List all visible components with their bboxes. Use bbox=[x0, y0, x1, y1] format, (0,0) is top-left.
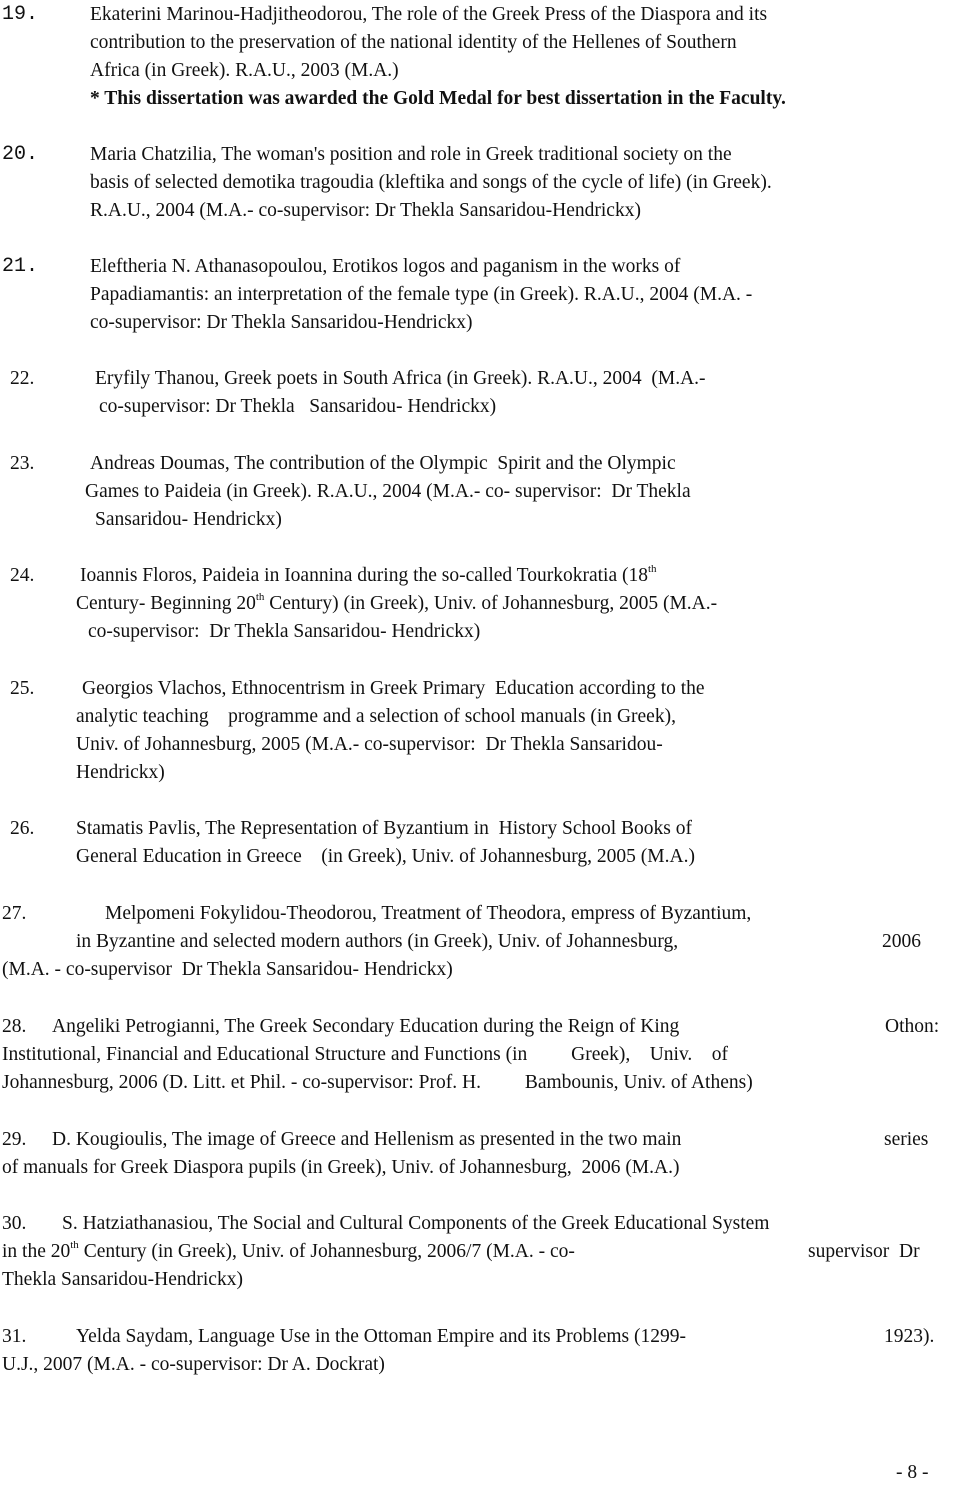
entry-text-segment: Century (in Greek), Univ. of Johannesburg, 2006/7 (M.A. - co- bbox=[83, 1241, 575, 1262]
entry-text-line: U.J., 2007 (M.A. - co-supervisor: Dr A. Dockrat) bbox=[2, 1354, 385, 1375]
entry-text-line: D. Kougioulis, The image of Greece and Hellenism as presented in the two main bbox=[52, 1129, 682, 1150]
entry-text-line: in Byzantine and selected modern authors (in Greek), Univ. of Johannesburg, bbox=[76, 931, 679, 952]
entry-number: 21. bbox=[2, 255, 39, 278]
entry-number: 20. bbox=[2, 143, 39, 166]
award-note: * This dissertation was awarded the Gold Medal for best dissertation in the Faculty. bbox=[90, 88, 786, 109]
entry-number: 19. bbox=[2, 3, 39, 26]
entry-text-segment: 2006 bbox=[882, 931, 921, 952]
entry-text-segment: Othon: bbox=[885, 1016, 940, 1037]
entry-text-segment: Century) (in Greek), Univ. of Johannesburg, 2005 (M.A.- bbox=[269, 593, 718, 614]
entry-text-line: Angeliki Petrogianni, The Greek Secondary Education during the Reign of King bbox=[52, 1016, 680, 1037]
entry-text-line: co-supervisor: Dr Thekla Sansaridou- Hendrickx) bbox=[88, 621, 481, 642]
superscript-th: th bbox=[70, 1238, 79, 1251]
entry-text-line: analytic teaching programme and a selection of school manuals (in Greek), bbox=[76, 706, 676, 727]
entry-text-line: Institutional, Financial and Educational Structure and Functions (in Greek), Univ. of bbox=[2, 1044, 729, 1065]
entry-text-line: Yelda Saydam, Language Use in the Ottoman Empire and its Problems (1299- bbox=[76, 1326, 686, 1347]
entry-text-line: (M.A. - co-supervisor Dr Thekla Sansaridou- Hendrickx) bbox=[2, 959, 453, 980]
page-number: - 8 - bbox=[896, 1462, 929, 1483]
entry-text-line bbox=[76, 592, 717, 616]
entry-number: 22. bbox=[10, 368, 35, 389]
entry-number: 28. bbox=[2, 1016, 27, 1037]
entry-text-line: Melpomeni Fokylidou-Theodorou, Treatment of Theodora, empress of Byzantium, bbox=[105, 903, 752, 924]
entry-number: 27. bbox=[2, 903, 27, 924]
entry-text-line: Stamatis Pavlis, The Representation of Byzantium in History School Books of bbox=[76, 818, 693, 839]
entry-text-line: basis of selected demotika tragoudia (kleftika and songs of the cycle of life) (in Greek). bbox=[90, 172, 772, 193]
entry-text-line: Maria Chatzilia, The woman's position and role in Greek traditional society on the bbox=[90, 144, 732, 165]
superscript-th: th bbox=[647, 562, 657, 575]
entry-text-line: co-supervisor: Dr Thekla Sansaridou-Hendrickx) bbox=[90, 312, 473, 333]
entry-number: 30. bbox=[2, 1213, 27, 1234]
entry-text-segment: Ioannis Floros, Paideia in Ioannina during the so-called Tourkokratia (18 bbox=[80, 565, 648, 586]
entry-text-line: General Education in Greece (in Greek), Univ. of Johannesburg, 2005 (M.A.) bbox=[76, 846, 695, 867]
entry-text-line: Eleftheria N. Athanasopoulou, Erotikos logos and paganism in the works of bbox=[90, 256, 681, 277]
entry-text-line: Georgios Vlachos, Ethnocentrism in Greek Primary Education according to the bbox=[82, 678, 705, 699]
entry-text-line bbox=[2, 1240, 575, 1264]
entry-text-segment: Century- Beginning 20 bbox=[76, 593, 256, 614]
superscript-th: th bbox=[255, 590, 265, 603]
entry-text-line: S. Hatziathanasiou, The Social and Cultural Components of the Greek Educational System bbox=[62, 1213, 770, 1234]
entry-text-line: co-supervisor: Dr Thekla Sansaridou- Hendrickx) bbox=[99, 396, 497, 417]
entry-text-line: Andreas Doumas, The contribution of the Olympic Spirit and the Olympic bbox=[90, 453, 676, 474]
entry-text-line: Africa (in Greek). R.A.U., 2003 (M.A.) bbox=[90, 60, 399, 81]
entry-number: 29. bbox=[2, 1129, 27, 1150]
entry-text-line: Thekla Sansaridou-Hendrickx) bbox=[2, 1269, 243, 1290]
entry-text-segment: in the 20 bbox=[2, 1241, 71, 1262]
entry-text-line: Eryfily Thanou, Greek poets in South Africa (in Greek). R.A.U., 2004 (M.A.- bbox=[95, 368, 706, 389]
entry-number: 31. bbox=[2, 1326, 27, 1347]
entry-number: 23. bbox=[10, 453, 35, 474]
entry-text-line bbox=[80, 564, 657, 588]
entry-text-line: Games to Paideia (in Greek). R.A.U., 2004 (M.A.- co- supervisor: Dr Thekla bbox=[85, 481, 691, 502]
entry-text-line: Ekaterini Marinou-Hadjitheodorou, The role of the Greek Press of the Diaspora and its bbox=[90, 4, 768, 25]
entry-text-line: Papadiamantis: an interpretation of the female type (in Greek). R.A.U., 2004 (M.A. - bbox=[90, 284, 753, 305]
entry-text-line: R.A.U., 2004 (M.A.- co-supervisor: Dr Thekla Sansaridou-Hendrickx) bbox=[90, 200, 641, 221]
entry-text-segment: 1923). bbox=[884, 1326, 935, 1347]
entry-text-line: of manuals for Greek Diaspora pupils (in Greek), Univ. of Johannesburg, 2006 (M.A.) bbox=[2, 1157, 680, 1178]
entry-number: 24. bbox=[10, 565, 35, 586]
entry-text-line: Univ. of Johannesburg, 2005 (M.A.- co-supervisor: Dr Thekla Sansaridou- bbox=[76, 734, 663, 755]
entry-text-segment: supervisor Dr bbox=[808, 1241, 920, 1262]
entry-number: 26. bbox=[10, 818, 35, 839]
entry-text-segment: series bbox=[884, 1129, 929, 1150]
entry-text-line: Sansaridou- Hendrickx) bbox=[95, 509, 282, 530]
entry-text-line: Johannesburg, 2006 (D. Litt. et Phil. - co-supervisor: Prof. H. Bambounis, Univ. of Athens) bbox=[2, 1072, 753, 1093]
entry-text-line: contribution to the preservation of the national identity of the Hellenes of Southern bbox=[90, 32, 737, 53]
entry-number: 25. bbox=[10, 678, 35, 699]
entry-text-line: Hendrickx) bbox=[76, 762, 165, 783]
